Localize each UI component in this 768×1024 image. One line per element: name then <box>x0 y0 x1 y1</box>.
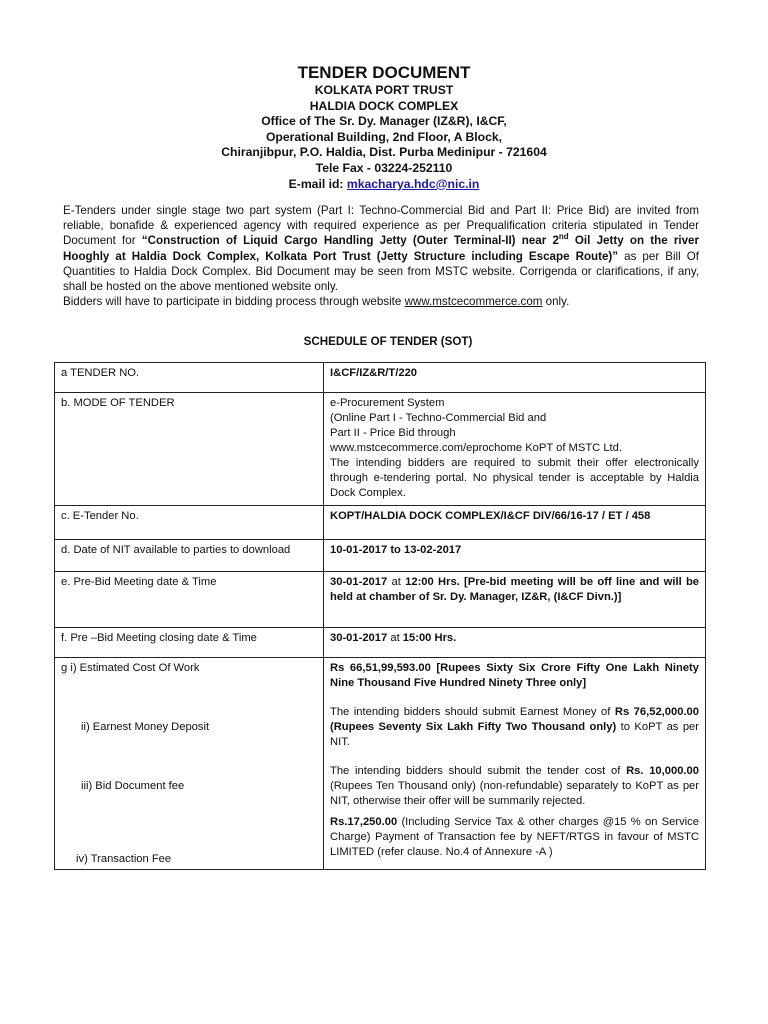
email-line <box>0 177 768 193</box>
intro-text-a: E-Tenders under single stage two part system (Part I: Techno-Commercial Bid and Part II: Price Bid) are invited from reliable, bonafide & experienced agency with required experience as per Prequalification criteria stipulated in Tender Document for <box>63 204 699 248</box>
row-f-value <box>324 628 706 658</box>
mstc-website-link[interactable]: www.mstcecommerce.com <box>404 295 543 309</box>
complex-name: HALDIA DOCK COMPLEX <box>309 98 459 113</box>
emd-amount: Rs 76,52,000.00 (Rupees Seventy Six Lakh Fifty Two Thousand only) <box>330 706 699 733</box>
bid-fee-value <box>330 764 699 809</box>
prebid-date: 30-01-2017 <box>330 576 388 588</box>
table-row <box>55 658 706 870</box>
row-c-value: KOPT/HALDIA DOCK COMPLEX/I&CF DIV/66/16-17 / ET / 458 <box>324 506 706 540</box>
intro-text-b: as per Bill Of Quantities to Haldia Dock Complex. Bid Document may be seen from MSTC website. Corrigenda or clarifications, if any, shall be hosted on the above mentioned website only. <box>63 249 699 294</box>
estimated-cost-value: Rs 66,51,99,593.00 [Rupees Sixty Six Crore Fifty One Lakh Ninety Nine Thousand Five Hundred Ninety Three only] <box>330 662 699 689</box>
transaction-fee-value <box>330 815 699 860</box>
intro-paragraph-1 <box>63 203 699 294</box>
work-title-bold-2: Oil Jetty on the river Hooghly at Haldia Dock Complex, Kolkata Port Trust (Jetty Structure including Escape Route)” <box>63 234 699 263</box>
mode-line-5: The intending bidders are required to submit their offer electronically through e-tendering portal. No physical tender is acceptable by Haldia Dock Complex. <box>330 457 699 499</box>
row-e-label: e. Pre-Bid Meeting date & Time <box>55 572 324 628</box>
intro-text-c: Bidders will have to participate in bidding process through website <box>63 295 405 309</box>
closing-date: 30-01-2017 <box>330 632 388 644</box>
emd-text-b: to KoPT as per NIT. <box>330 721 699 748</box>
row-a-label: a TENDER NO. <box>55 363 324 393</box>
schedule-table <box>54 362 706 870</box>
mode-line-4: www.mstcecommerce.com/eprochome KoPT of MSTC Ltd. <box>330 442 622 454</box>
row-g-value <box>324 658 706 870</box>
emd-text-a: The intending bidders should submit Earnest Money of <box>330 706 615 718</box>
transaction-fee-amount: Rs.17,250.00 <box>330 816 398 828</box>
row-c-label: c. E-Tender No. <box>55 506 324 540</box>
row-d-label: d. Date of NIT available to parties to download <box>55 540 324 572</box>
work-title-bold: “Construction of Liquid Cargo Handling Jetty (Outer Terminal-II) near 2 <box>141 234 559 248</box>
email-link[interactable]: mkacharya.hdc@nic.in <box>346 176 480 191</box>
intro-text <box>63 203 699 309</box>
superscript-nd: nd <box>558 232 569 242</box>
row-f-label: f. Pre –Bid Meeting closing date & Time <box>55 628 324 658</box>
telefax-line: Tele Fax - 03224-252110 <box>315 160 453 175</box>
row-e-value <box>324 572 706 628</box>
intro-text-d: only. <box>542 295 570 309</box>
row-g-label <box>55 658 324 870</box>
table-row <box>55 540 706 572</box>
building-line: Operational Building, 2nd Floor, A Block, <box>265 129 503 144</box>
closing-time: 15:00 Hrs. <box>402 632 457 644</box>
row-d-value: 10-01-2017 to 13-02-2017 <box>324 540 706 572</box>
row-b-value <box>324 393 706 506</box>
bid-fee-label: iii) Bid Document fee <box>81 780 185 792</box>
mode-line-2: (Online Part I - Techno-Commercial Bid and <box>330 412 547 424</box>
emd-value <box>330 705 699 750</box>
bid-fee-text-a: The intending bidders should submit the tender cost of <box>330 765 627 777</box>
prebid-details: 12:00 Hrs. [Pre-bid meeting will be off line and will be held at chamber of Sr. Dy. Manager, IZ&R, (I&CF Divn.)] <box>330 576 700 603</box>
emd-label: ii) Earnest Money Deposit <box>81 721 210 733</box>
estimated-cost-label: g i) Estimated Cost Of Work <box>61 662 200 674</box>
mode-line-3: Part II - Price Bid through <box>330 427 456 439</box>
bid-fee-text-b: (Rupees Ten Thousand only) (non-refundable) separately to KoPT as per NIT, otherwise their offer will be summarily rejected. <box>330 780 699 807</box>
email-label: E-mail id: <box>288 176 347 191</box>
mode-line-1: e-Procurement System <box>330 397 445 409</box>
schedule-title: SCHEDULE OF TENDER (SOT) <box>303 335 473 348</box>
closing-at: at <box>387 632 403 644</box>
intro-paragraph-2 <box>63 294 699 309</box>
table-row <box>55 628 706 658</box>
address-line: Chiranjibpur, P.O. Haldia, Dist. Purba Medinipur - 721604 <box>221 145 547 160</box>
row-b-label: b. MODE OF TENDER <box>55 393 324 506</box>
transaction-fee-text: (Including Service Tax & other charges @15 % on Service Charge) Payment of Transaction fee by NEFT/RTGS in favour of MSTC LIMITED (refer clause. No.4 of Annexure -A ) <box>330 816 699 858</box>
prebid-at: at <box>387 576 406 588</box>
table-row <box>55 506 706 540</box>
table-row <box>55 393 706 506</box>
table-row <box>55 572 706 628</box>
row-a-value: I&CF/IZ&R/T/220 <box>324 363 706 393</box>
office-line: Office of The Sr. Dy. Manager (IZ&R), I&CF, <box>261 114 507 129</box>
org-name: KOLKATA PORT TRUST <box>314 83 454 97</box>
bid-fee-amount: Rs. 10,000.00 <box>626 765 699 777</box>
document-header <box>0 62 768 192</box>
document-title: TENDER DOCUMENT <box>297 63 471 82</box>
transaction-fee-label: iv) Transaction Fee <box>76 853 172 865</box>
table-row <box>55 363 706 393</box>
